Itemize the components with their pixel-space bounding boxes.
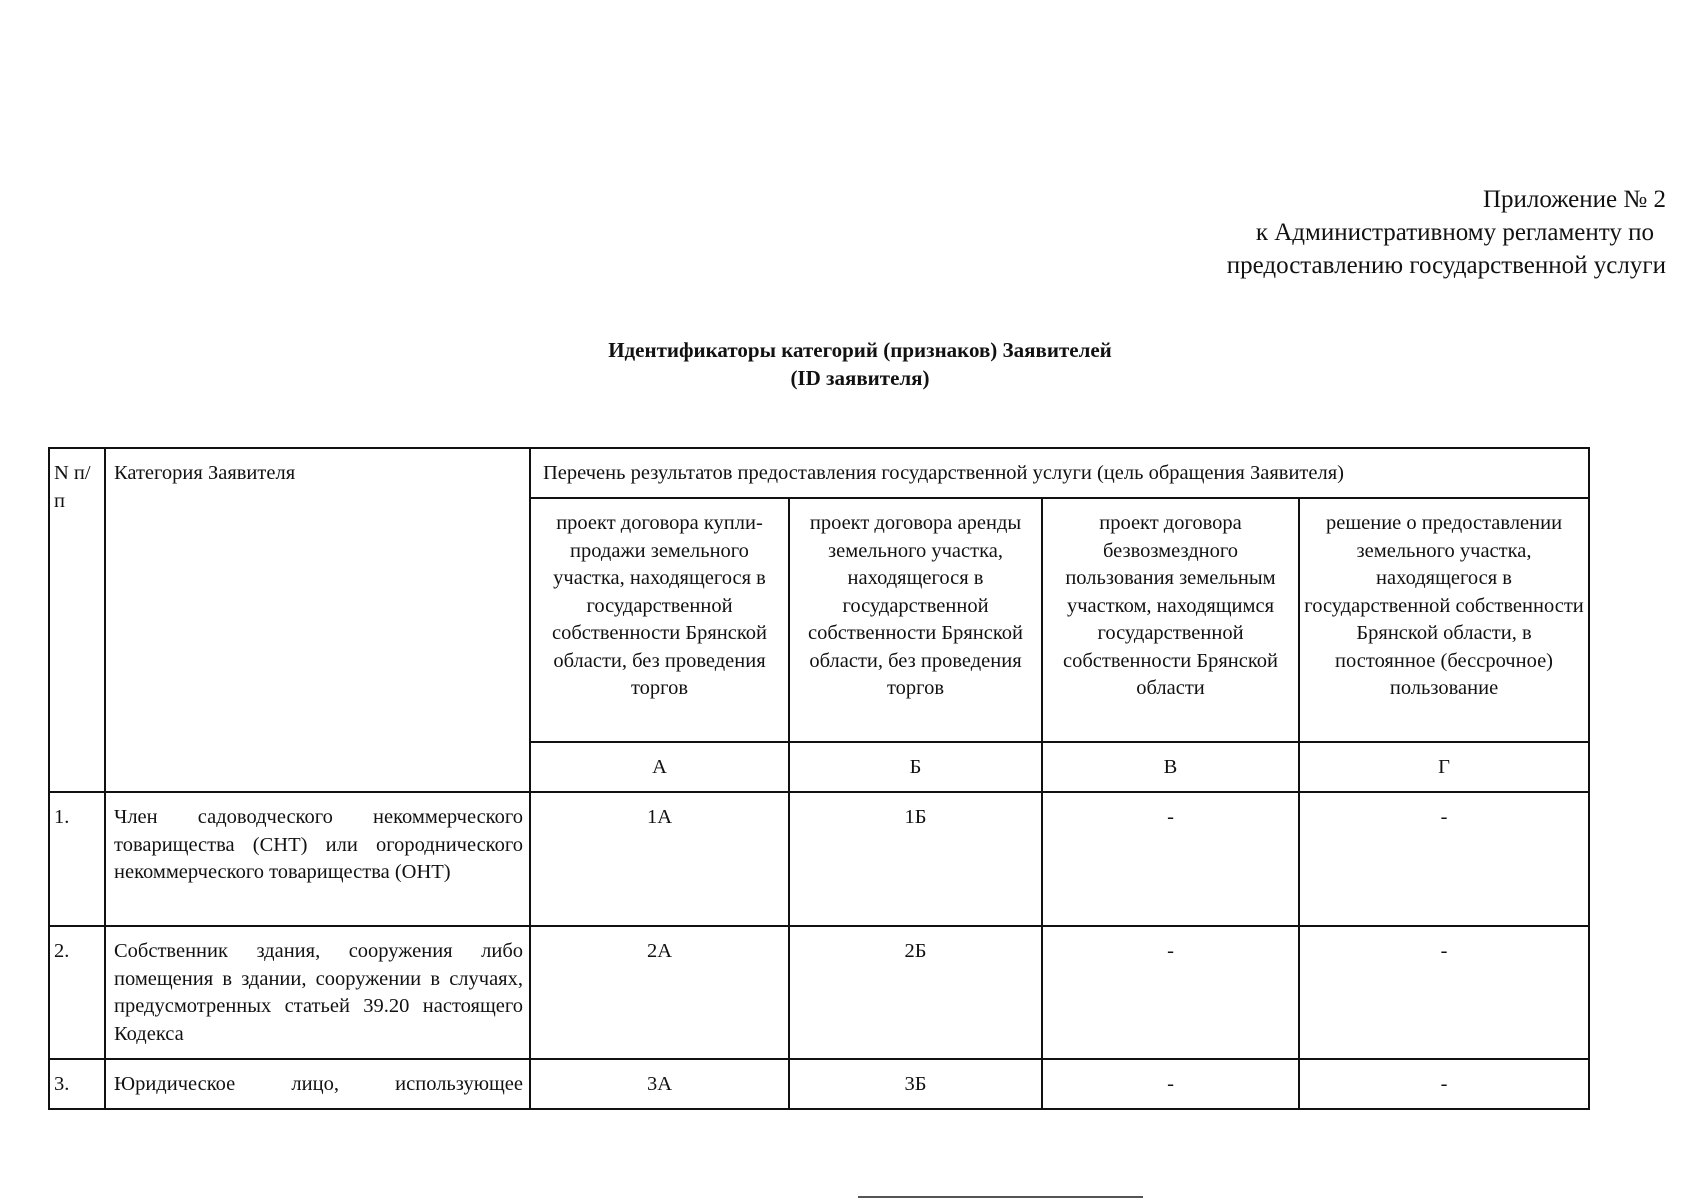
header-results-group: Перечень результатов предоставления государственной услуги (цель обращения Заявителя) <box>530 448 1589 498</box>
table-row <box>49 792 1589 926</box>
row-code-d: - <box>1299 792 1589 926</box>
table-row <box>49 926 1589 1059</box>
document-title <box>0 336 1693 392</box>
row-num: 2. <box>49 926 105 1059</box>
title-line-1: Идентификаторы категорий (признаков) Заявителей <box>608 338 1112 362</box>
appendix-number: Приложение № 2 <box>1482 186 1666 213</box>
row-code-b: 2Б <box>789 926 1042 1059</box>
header-letter-b: Б <box>789 742 1042 792</box>
row-category: Собственник здания, сооружения либо помещения в здании, сооружении в случаях, предусмотренных статьей 39.20 настоящего Кодекса <box>105 926 530 1059</box>
row-code-b: 3Б <box>789 1059 1042 1109</box>
row-code-d: - <box>1299 926 1589 1059</box>
table-header-row <box>49 448 1589 498</box>
applicant-id-table <box>48 447 1590 1110</box>
appendix-service: предоставлению государственной услуги <box>1226 252 1666 279</box>
row-code-c: - <box>1042 926 1299 1059</box>
page-bottom-rule <box>858 1196 1143 1200</box>
row-category: Юридическое лицо, использующее <box>105 1059 530 1109</box>
title-line-2: (ID заявителя) <box>790 366 930 390</box>
row-category: Член садоводческого некоммерческого товарищества (СНТ) или огороднического некоммерческого товарищества (ОНТ) <box>105 792 530 926</box>
header-result-b: проект договора аренды земельного участка, находящегося в государственной собственности Брянской области, без проведения торгов <box>789 498 1042 742</box>
row-code-c: - <box>1042 792 1299 926</box>
appendix-reference: к Административному регламенту по <box>1255 219 1654 246</box>
row-code-c: - <box>1042 1059 1299 1109</box>
header-letter-a: А <box>530 742 789 792</box>
header-category: Категория Заявителя <box>105 448 530 792</box>
header-letter-c: В <box>1042 742 1299 792</box>
row-num: 1. <box>49 792 105 926</box>
row-num: 3. <box>49 1059 105 1109</box>
header-result-c: проект договора безвозмездного пользования земельным участком, находящимся государственной собственности Брянской области <box>1042 498 1299 742</box>
row-code-a: 1А <box>530 792 789 926</box>
header-result-a: проект договора купли-продажи земельного участка, находящегося в государственной собственности Брянской области, без проведения торгов <box>530 498 789 742</box>
header-letter-d: Г <box>1299 742 1589 792</box>
appendix-header <box>1227 183 1666 282</box>
table-row <box>49 1059 1589 1109</box>
header-result-d: решение о предоставлении земельного участка, находящегося в государственной собственности Брянской области, в постоянное (бессрочное) пользование <box>1299 498 1589 742</box>
row-code-d: - <box>1299 1059 1589 1109</box>
row-code-a: 3А <box>530 1059 789 1109</box>
row-code-a: 2А <box>530 926 789 1059</box>
header-num: N п/п <box>49 448 105 792</box>
row-code-b: 1Б <box>789 792 1042 926</box>
